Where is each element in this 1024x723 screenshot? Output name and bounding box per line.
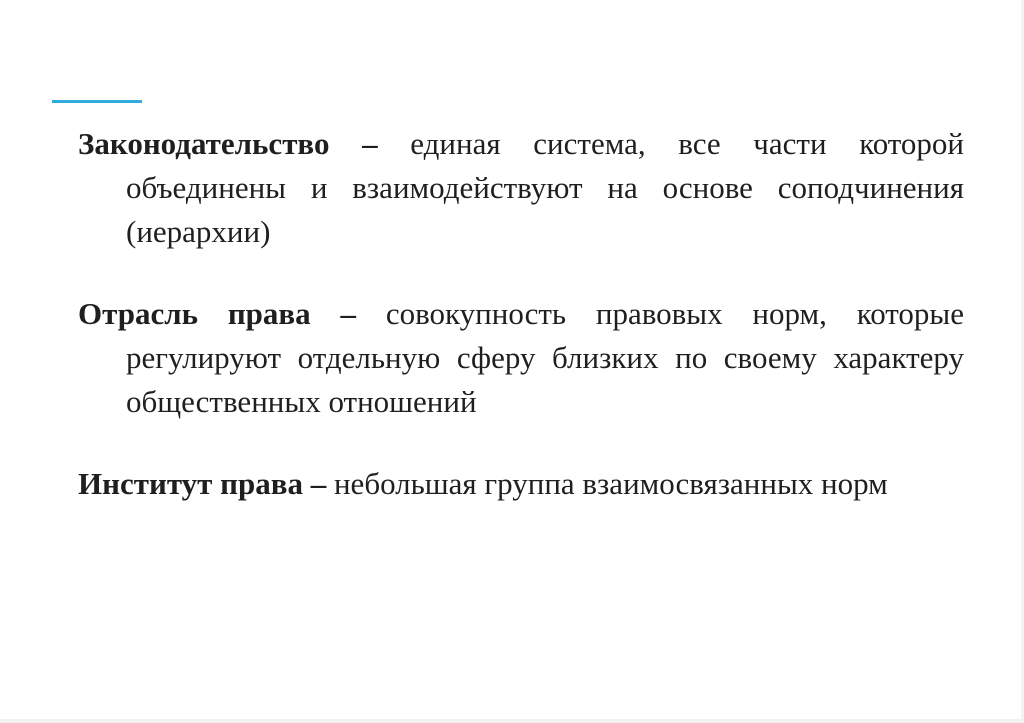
definition-term: Отрасль права bbox=[78, 296, 311, 331]
definition-dash: – bbox=[362, 126, 378, 161]
definition-dash: – bbox=[310, 466, 327, 501]
definition-text: небольшая группа взаимосвязанных норм bbox=[333, 466, 888, 501]
definition-term: Институт права bbox=[78, 466, 303, 501]
definition-text: совокупность правовых норм, которые регулируют отдельную сферу близких по своему характеру общественных отношений bbox=[126, 296, 965, 419]
definition-term: Законодательство bbox=[78, 126, 330, 161]
definition-legislation bbox=[78, 122, 964, 254]
definition-text: единая система, все части которой объединены и взаимодействуют на основе соподчинения (иерархии) bbox=[126, 126, 965, 249]
slide-edge-bottom bbox=[0, 719, 1024, 723]
title-accent-line bbox=[52, 100, 142, 103]
definition-dash: – bbox=[340, 296, 356, 331]
definition-branch-of-law bbox=[78, 292, 964, 424]
definitions-list bbox=[78, 122, 964, 506]
definition-institution-of-law bbox=[78, 462, 964, 506]
